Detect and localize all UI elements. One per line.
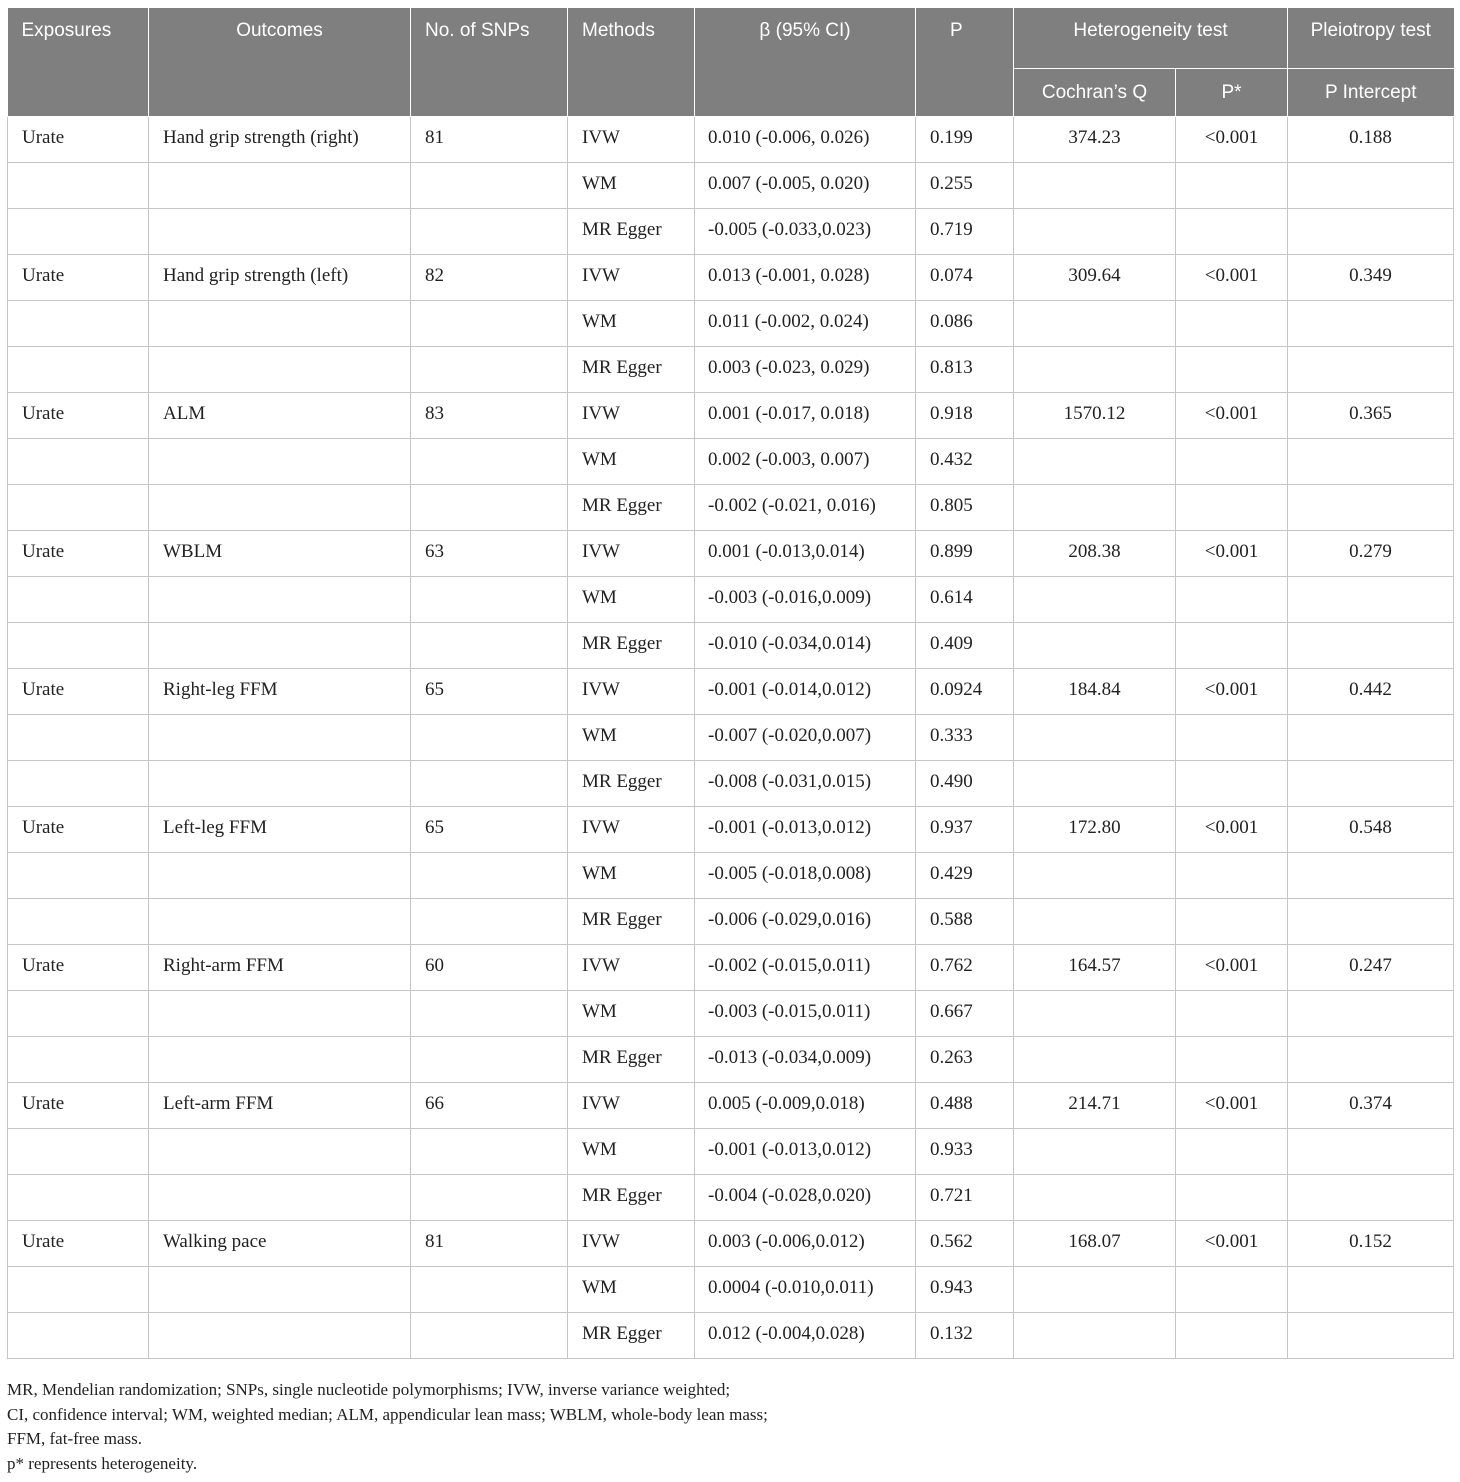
p-value-cell: 0.199 <box>916 117 1014 163</box>
p-intercept-cell <box>1288 1129 1454 1175</box>
snps-cell <box>411 577 568 623</box>
beta-ci-cell: -0.008 (-0.031,0.015) <box>695 761 916 807</box>
outcome-cell <box>149 991 411 1037</box>
table-row <box>8 577 1454 623</box>
p-intercept-cell: 0.247 <box>1288 945 1454 991</box>
method-cell: MR Egger <box>568 899 695 945</box>
p-value-cell: 0.614 <box>916 577 1014 623</box>
cochran-q-cell: 208.38 <box>1014 531 1176 577</box>
cochran-q-cell <box>1014 715 1176 761</box>
p-intercept-cell <box>1288 853 1454 899</box>
p-star-cell <box>1176 761 1288 807</box>
method-cell: MR Egger <box>568 1175 695 1221</box>
p-value-cell: 0.490 <box>916 761 1014 807</box>
p-star-cell: <0.001 <box>1176 393 1288 439</box>
table-row <box>8 255 1454 301</box>
exposure-cell <box>8 853 149 899</box>
p-star-cell <box>1176 1037 1288 1083</box>
table-row <box>8 531 1454 577</box>
p-value-cell: 0.333 <box>916 715 1014 761</box>
cochran-q-cell: 309.64 <box>1014 255 1176 301</box>
beta-ci-cell: 0.011 (-0.002, 0.024) <box>695 301 916 347</box>
exposure-cell <box>8 899 149 945</box>
footnote-line: FFM, fat-free mass. <box>7 1429 143 1449</box>
p-intercept-cell: 0.374 <box>1288 1083 1454 1129</box>
p-star-cell <box>1176 899 1288 945</box>
cochran-q-cell <box>1014 439 1176 485</box>
snps-cell <box>411 439 568 485</box>
p-star-cell: <0.001 <box>1176 669 1288 715</box>
beta-ci-cell: 0.001 (-0.017, 0.018) <box>695 393 916 439</box>
method-cell: MR Egger <box>568 1037 695 1083</box>
header-methods: Methods <box>568 8 695 117</box>
p-intercept-cell <box>1288 1175 1454 1221</box>
p-star-cell: <0.001 <box>1176 807 1288 853</box>
table-row <box>8 991 1454 1037</box>
beta-ci-cell: -0.007 (-0.020,0.007) <box>695 715 916 761</box>
beta-ci-cell: -0.003 (-0.016,0.009) <box>695 577 916 623</box>
p-star-cell <box>1176 301 1288 347</box>
p-value-cell: 0.943 <box>916 1267 1014 1313</box>
method-cell: WM <box>568 163 695 209</box>
exposure-cell <box>8 1313 149 1359</box>
table-row <box>8 853 1454 899</box>
p-intercept-cell: 0.152 <box>1288 1221 1454 1267</box>
table-row <box>8 439 1454 485</box>
table-row <box>8 807 1454 853</box>
beta-ci-cell: -0.010 (-0.034,0.014) <box>695 623 916 669</box>
exposure-cell: Urate <box>8 255 149 301</box>
p-value-cell: 0.488 <box>916 1083 1014 1129</box>
p-intercept-cell <box>1288 991 1454 1037</box>
p-star-cell <box>1176 209 1288 255</box>
outcome-cell <box>149 623 411 669</box>
p-intercept-cell: 0.442 <box>1288 669 1454 715</box>
table-row <box>8 715 1454 761</box>
footnote-line: CI, confidence interval; WM, weighted median; ALM, appendicular lean mass; WBLM, whole-body lean mass; <box>7 1404 768 1424</box>
p-star-cell: <0.001 <box>1176 117 1288 163</box>
outcome-cell <box>149 899 411 945</box>
cochran-q-cell: 374.23 <box>1014 117 1176 163</box>
table-row <box>8 669 1454 715</box>
outcome-cell: Walking pace <box>149 1221 411 1267</box>
p-star-cell: <0.001 <box>1176 531 1288 577</box>
p-intercept-cell <box>1288 209 1454 255</box>
exposure-cell <box>8 761 149 807</box>
outcome-cell <box>149 1037 411 1083</box>
cochran-q-cell: 214.71 <box>1014 1083 1176 1129</box>
header-outcomes: Outcomes <box>149 8 411 117</box>
p-value-cell: 0.409 <box>916 623 1014 669</box>
beta-ci-cell: 0.001 (-0.013,0.014) <box>695 531 916 577</box>
exposure-cell <box>8 715 149 761</box>
snps-cell <box>411 209 568 255</box>
table-row <box>8 347 1454 393</box>
exposure-cell: Urate <box>8 117 149 163</box>
snps-cell: 81 <box>411 117 568 163</box>
outcome-cell <box>149 1267 411 1313</box>
method-cell: IVW <box>568 669 695 715</box>
p-star-cell: <0.001 <box>1176 255 1288 301</box>
header-p: P <box>916 8 1014 117</box>
method-cell: WM <box>568 715 695 761</box>
p-star-cell <box>1176 1313 1288 1359</box>
outcome-cell <box>149 163 411 209</box>
p-intercept-cell <box>1288 163 1454 209</box>
p-star-cell <box>1176 577 1288 623</box>
table-row <box>8 1313 1454 1359</box>
outcome-cell <box>149 1175 411 1221</box>
p-value-cell: 0.132 <box>916 1313 1014 1359</box>
cochran-q-cell <box>1014 347 1176 393</box>
header-pleiotropy: Pleiotropy test <box>1288 8 1454 69</box>
snps-cell: 65 <box>411 669 568 715</box>
exposure-cell <box>8 623 149 669</box>
beta-ci-cell: -0.001 (-0.014,0.012) <box>695 669 916 715</box>
p-intercept-cell <box>1288 347 1454 393</box>
cochran-q-cell <box>1014 853 1176 899</box>
table-row <box>8 301 1454 347</box>
p-value-cell: 0.263 <box>916 1037 1014 1083</box>
beta-ci-cell: 0.007 (-0.005, 0.020) <box>695 163 916 209</box>
outcome-cell <box>149 301 411 347</box>
beta-ci-cell: -0.006 (-0.029,0.016) <box>695 899 916 945</box>
exposure-cell <box>8 1037 149 1083</box>
cochran-q-cell <box>1014 577 1176 623</box>
snps-cell <box>411 163 568 209</box>
cochran-q-cell <box>1014 623 1176 669</box>
snps-cell <box>411 991 568 1037</box>
snps-cell: 66 <box>411 1083 568 1129</box>
exposure-cell <box>8 439 149 485</box>
p-intercept-cell: 0.548 <box>1288 807 1454 853</box>
exposure-cell <box>8 347 149 393</box>
p-star-cell <box>1176 715 1288 761</box>
method-cell: MR Egger <box>568 347 695 393</box>
cochran-q-cell <box>1014 1037 1176 1083</box>
method-cell: WM <box>568 301 695 347</box>
cochran-q-cell: 172.80 <box>1014 807 1176 853</box>
table-row <box>8 761 1454 807</box>
outcome-cell <box>149 853 411 899</box>
table-footnotes <box>7 1378 1007 1476</box>
snps-cell <box>411 485 568 531</box>
table-row <box>8 1129 1454 1175</box>
method-cell: IVW <box>568 807 695 853</box>
outcome-cell <box>149 577 411 623</box>
beta-ci-cell: -0.005 (-0.018,0.008) <box>695 853 916 899</box>
p-value-cell: 0.899 <box>916 531 1014 577</box>
cochran-q-cell: 168.07 <box>1014 1221 1176 1267</box>
p-value-cell: 0.429 <box>916 853 1014 899</box>
p-star-cell: <0.001 <box>1176 1221 1288 1267</box>
method-cell: IVW <box>568 117 695 163</box>
exposure-cell <box>8 301 149 347</box>
outcome-cell <box>149 485 411 531</box>
p-intercept-cell: 0.365 <box>1288 393 1454 439</box>
beta-ci-cell: 0.003 (-0.023, 0.029) <box>695 347 916 393</box>
snps-cell <box>411 1175 568 1221</box>
cochran-q-cell: 164.57 <box>1014 945 1176 991</box>
header-beta: β (95% CI) <box>695 8 916 117</box>
p-intercept-cell <box>1288 1313 1454 1359</box>
p-intercept-cell <box>1288 1037 1454 1083</box>
p-star-cell: <0.001 <box>1176 945 1288 991</box>
exposure-cell <box>8 1175 149 1221</box>
cochran-q-cell: 1570.12 <box>1014 393 1176 439</box>
results-table <box>7 8 1454 1359</box>
header-p-star: P* <box>1176 69 1288 117</box>
p-value-cell: 0.0924 <box>916 669 1014 715</box>
p-intercept-cell <box>1288 1267 1454 1313</box>
p-value-cell: 0.937 <box>916 807 1014 853</box>
table-row <box>8 117 1454 163</box>
p-intercept-cell: 0.279 <box>1288 531 1454 577</box>
cochran-q-cell <box>1014 1129 1176 1175</box>
p-value-cell: 0.562 <box>916 1221 1014 1267</box>
method-cell: IVW <box>568 255 695 301</box>
p-star-cell <box>1176 623 1288 669</box>
outcome-cell: WBLM <box>149 531 411 577</box>
beta-ci-cell: -0.013 (-0.034,0.009) <box>695 1037 916 1083</box>
snps-cell <box>411 1037 568 1083</box>
beta-ci-cell: -0.004 (-0.028,0.020) <box>695 1175 916 1221</box>
p-intercept-cell <box>1288 485 1454 531</box>
p-intercept-cell <box>1288 623 1454 669</box>
p-value-cell: 0.805 <box>916 485 1014 531</box>
p-value-cell: 0.667 <box>916 991 1014 1037</box>
exposure-cell <box>8 209 149 255</box>
snps-cell: 81 <box>411 1221 568 1267</box>
p-star-cell: <0.001 <box>1176 1083 1288 1129</box>
p-star-cell <box>1176 485 1288 531</box>
beta-ci-cell: 0.013 (-0.001, 0.028) <box>695 255 916 301</box>
exposure-cell: Urate <box>8 945 149 991</box>
snps-cell: 65 <box>411 807 568 853</box>
outcome-cell <box>149 209 411 255</box>
exposure-cell: Urate <box>8 531 149 577</box>
cochran-q-cell <box>1014 1313 1176 1359</box>
p-value-cell: 0.074 <box>916 255 1014 301</box>
beta-ci-cell: -0.003 (-0.015,0.011) <box>695 991 916 1037</box>
cochran-q-cell: 184.84 <box>1014 669 1176 715</box>
p-value-cell: 0.086 <box>916 301 1014 347</box>
snps-cell <box>411 761 568 807</box>
p-star-cell <box>1176 991 1288 1037</box>
method-cell: WM <box>568 991 695 1037</box>
snps-cell: 83 <box>411 393 568 439</box>
snps-cell <box>411 1313 568 1359</box>
method-cell: WM <box>568 439 695 485</box>
table-row <box>8 1175 1454 1221</box>
table-row <box>8 899 1454 945</box>
p-intercept-cell <box>1288 439 1454 485</box>
outcome-cell <box>149 761 411 807</box>
p-intercept-cell <box>1288 301 1454 347</box>
beta-ci-cell: 0.003 (-0.006,0.012) <box>695 1221 916 1267</box>
cochran-q-cell <box>1014 899 1176 945</box>
method-cell: IVW <box>568 1083 695 1129</box>
table-row <box>8 945 1454 991</box>
snps-cell <box>411 347 568 393</box>
exposure-cell: Urate <box>8 807 149 853</box>
snps-cell <box>411 623 568 669</box>
header-heterogeneity: Heterogeneity test <box>1014 8 1288 69</box>
exposure-cell <box>8 485 149 531</box>
cochran-q-cell <box>1014 761 1176 807</box>
table-row <box>8 393 1454 439</box>
exposure-cell: Urate <box>8 393 149 439</box>
p-star-cell <box>1176 439 1288 485</box>
p-value-cell: 0.762 <box>916 945 1014 991</box>
exposure-cell <box>8 1129 149 1175</box>
method-cell: MR Egger <box>568 623 695 669</box>
p-intercept-cell <box>1288 715 1454 761</box>
p-intercept-cell <box>1288 577 1454 623</box>
outcome-cell: Left-leg FFM <box>149 807 411 853</box>
beta-ci-cell: -0.005 (-0.033,0.023) <box>695 209 916 255</box>
table-header <box>8 8 1454 117</box>
exposure-cell <box>8 577 149 623</box>
outcome-cell <box>149 1129 411 1175</box>
outcome-cell <box>149 347 411 393</box>
footnote-line: MR, Mendelian randomization; SNPs, single nucleotide polymorphisms; IVW, inverse variance weighted; <box>7 1380 731 1399</box>
method-cell: WM <box>568 577 695 623</box>
table-row <box>8 485 1454 531</box>
p-intercept-cell <box>1288 899 1454 945</box>
p-intercept-cell: 0.188 <box>1288 117 1454 163</box>
header-snps: No. of SNPs <box>411 8 568 117</box>
method-cell: WM <box>568 1129 695 1175</box>
method-cell: WM <box>568 853 695 899</box>
snps-cell: 60 <box>411 945 568 991</box>
cochran-q-cell <box>1014 1175 1176 1221</box>
outcome-cell: Right-leg FFM <box>149 669 411 715</box>
p-star-cell <box>1176 1175 1288 1221</box>
p-value-cell: 0.721 <box>916 1175 1014 1221</box>
p-star-cell <box>1176 1129 1288 1175</box>
beta-ci-cell: -0.002 (-0.015,0.011) <box>695 945 916 991</box>
exposure-cell: Urate <box>8 1083 149 1129</box>
header-cochran-q: Cochran’s Q <box>1014 69 1176 117</box>
outcome-cell: Hand grip strength (right) <box>149 117 411 163</box>
outcome-cell: Hand grip strength (left) <box>149 255 411 301</box>
method-cell: IVW <box>568 531 695 577</box>
method-cell: MR Egger <box>568 209 695 255</box>
exposure-cell: Urate <box>8 1221 149 1267</box>
table-body <box>8 117 1454 1359</box>
beta-ci-cell: 0.010 (-0.006, 0.026) <box>695 117 916 163</box>
cochran-q-cell <box>1014 301 1176 347</box>
beta-ci-cell: -0.001 (-0.013,0.012) <box>695 807 916 853</box>
cochran-q-cell <box>1014 209 1176 255</box>
exposure-cell: Urate <box>8 669 149 715</box>
exposure-cell <box>8 163 149 209</box>
header-exposures: Exposures <box>8 8 149 117</box>
p-value-cell: 0.933 <box>916 1129 1014 1175</box>
beta-ci-cell: 0.002 (-0.003, 0.007) <box>695 439 916 485</box>
table-row <box>8 1221 1454 1267</box>
p-star-cell <box>1176 347 1288 393</box>
exposure-cell <box>8 1267 149 1313</box>
outcome-cell <box>149 439 411 485</box>
table-row <box>8 1083 1454 1129</box>
p-intercept-cell <box>1288 761 1454 807</box>
snps-cell <box>411 853 568 899</box>
snps-cell <box>411 1129 568 1175</box>
p-value-cell: 0.719 <box>916 209 1014 255</box>
p-value-cell: 0.255 <box>916 163 1014 209</box>
snps-cell <box>411 1267 568 1313</box>
outcome-cell: Right-arm FFM <box>149 945 411 991</box>
p-star-cell <box>1176 1267 1288 1313</box>
snps-cell: 82 <box>411 255 568 301</box>
method-cell: IVW <box>568 945 695 991</box>
table-row <box>8 163 1454 209</box>
p-value-cell: 0.918 <box>916 393 1014 439</box>
beta-ci-cell: 0.005 (-0.009,0.018) <box>695 1083 916 1129</box>
snps-cell: 63 <box>411 531 568 577</box>
outcome-cell <box>149 715 411 761</box>
table-row <box>8 1267 1454 1313</box>
beta-ci-cell: -0.002 (-0.021, 0.016) <box>695 485 916 531</box>
method-cell: MR Egger <box>568 485 695 531</box>
method-cell: IVW <box>568 393 695 439</box>
snps-cell <box>411 301 568 347</box>
footnote-line: p* represents heterogeneity. <box>7 1453 198 1473</box>
table-row <box>8 1037 1454 1083</box>
table-row <box>8 623 1454 669</box>
snps-cell <box>411 715 568 761</box>
p-star-cell <box>1176 163 1288 209</box>
beta-ci-cell: 0.0004 (-0.010,0.011) <box>695 1267 916 1313</box>
cochran-q-cell <box>1014 163 1176 209</box>
beta-ci-cell: -0.001 (-0.013,0.012) <box>695 1129 916 1175</box>
method-cell: IVW <box>568 1221 695 1267</box>
method-cell: MR Egger <box>568 761 695 807</box>
p-star-cell <box>1176 853 1288 899</box>
p-intercept-cell: 0.349 <box>1288 255 1454 301</box>
p-value-cell: 0.432 <box>916 439 1014 485</box>
snps-cell <box>411 899 568 945</box>
beta-ci-cell: 0.012 (-0.004,0.028) <box>695 1313 916 1359</box>
cochran-q-cell <box>1014 991 1176 1037</box>
outcome-cell: Left-arm FFM <box>149 1083 411 1129</box>
header-p-intercept: P Intercept <box>1288 69 1454 117</box>
cochran-q-cell <box>1014 1267 1176 1313</box>
table-row <box>8 209 1454 255</box>
cochran-q-cell <box>1014 485 1176 531</box>
p-value-cell: 0.813 <box>916 347 1014 393</box>
method-cell: WM <box>568 1267 695 1313</box>
outcome-cell: ALM <box>149 393 411 439</box>
p-value-cell: 0.588 <box>916 899 1014 945</box>
outcome-cell <box>149 1313 411 1359</box>
exposure-cell <box>8 991 149 1037</box>
method-cell: MR Egger <box>568 1313 695 1359</box>
